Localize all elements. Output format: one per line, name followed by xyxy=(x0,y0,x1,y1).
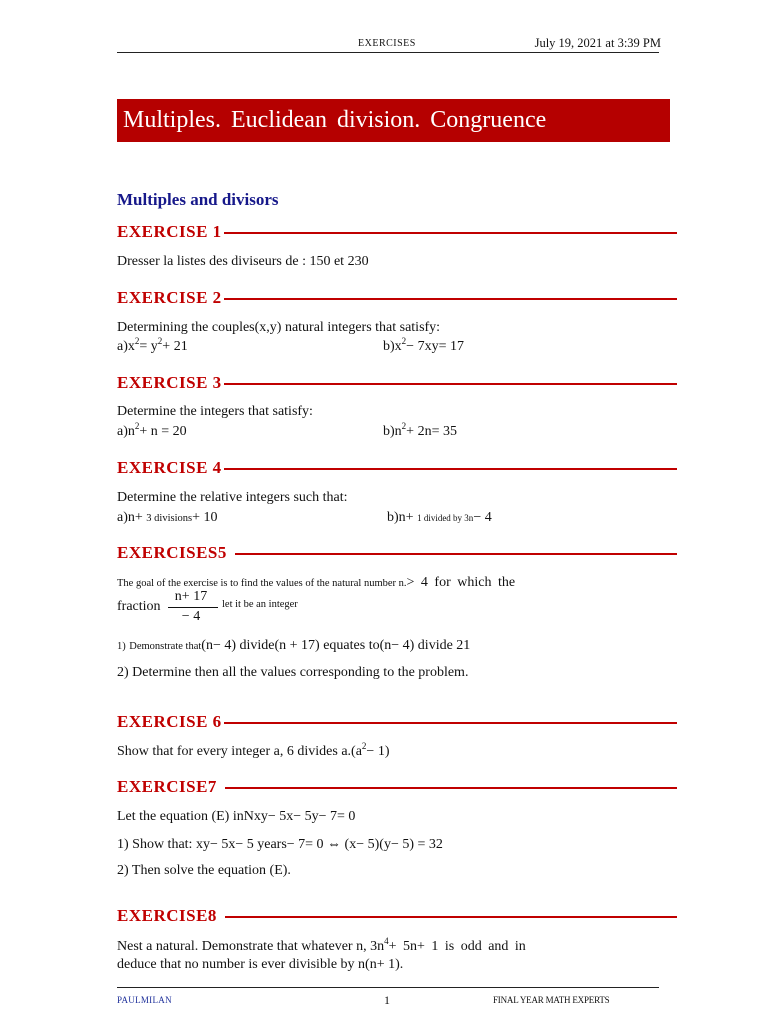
heading-rule xyxy=(224,298,677,300)
exercise-3-part-a: $a)n^2+ n = 20$ xyxy=(117,421,187,439)
exercise-label: EXERCISE 2 xyxy=(117,288,222,307)
heading-rule xyxy=(225,916,677,918)
footer-course: FINAL YEAR MATH EXPERTS xyxy=(493,995,610,1005)
exercise-5-heading xyxy=(117,543,677,563)
exercise-2-heading xyxy=(117,288,677,308)
exercise-label: EXERCISE 3 xyxy=(117,373,222,392)
exercise-2-intro: Determining the couples(x,y) natural integers that satisfy: xyxy=(117,320,441,335)
exercise-3-part-b: $b)n^2+ 2n= 35$ xyxy=(383,421,457,439)
exercise-4-heading xyxy=(117,458,677,478)
exercise-4-part-a: a)n+ 3 divisions+ 10 xyxy=(117,510,218,525)
exercise-3-intro: Determine the integers that satisfy: xyxy=(117,404,313,419)
exercise-label: EXERCISE7 xyxy=(117,777,217,796)
exercise-label: EXERCISE 4 xyxy=(117,458,222,477)
footer-rule xyxy=(117,987,659,988)
exercise-5-question-1: 1) Demonstrate that(n− 4) divide(n + 17) equates to(n− 4) divide 21 xyxy=(117,638,471,653)
page-number: 1 xyxy=(384,993,390,1007)
heading-rule xyxy=(225,787,677,789)
fraction-denominator: − 4 xyxy=(181,609,201,624)
heading-rule xyxy=(224,722,677,724)
exercise-6-text: Show that for every integer a, 6 divides $a.(a^2- 1)$ xyxy=(117,741,390,759)
fraction-numerator: n+ 17 xyxy=(174,589,208,604)
exercise-7-heading xyxy=(117,777,677,797)
exercise-7-equation: Let the equation (E) inNxy− 5x− 5y− 7= 0 xyxy=(117,809,356,824)
exercise-label: EXERCISE8 xyxy=(117,906,217,925)
exercise-2-part-b: $b)x^2- 7xy= 17$ xyxy=(383,336,464,354)
exercise-label: EXERCISE 1 xyxy=(117,222,222,241)
header-rule xyxy=(117,52,659,53)
footer-author: PAULMILAN xyxy=(117,995,172,1005)
exercise-8-line-1: Nest a natural. Demonstrate that whatever n, $3n^4+ 5n+ 1$ is odd and in xyxy=(117,936,526,954)
exercise-1-heading xyxy=(117,222,677,242)
exercise-8-heading xyxy=(117,906,677,926)
heading-rule xyxy=(235,553,677,555)
exercise-4-part-b: b)n+ 1 divided by 3n− 4 xyxy=(387,510,492,525)
heading-rule xyxy=(224,383,677,385)
exercise-2-part-a: $a)x^2= y^2+ 21$ xyxy=(117,336,188,354)
running-header: EXERCISES xyxy=(358,38,416,49)
heading-rule xyxy=(224,232,677,234)
exercise-5-question-2: 2) Determine then all the values corresponding to the problem. xyxy=(117,665,469,680)
exercise-1-text: Dresser la listes des diviseurs de : 150 et 230 xyxy=(117,254,369,269)
heading-rule xyxy=(224,468,677,470)
header-date: July 19, 2021 at 3:39 PM xyxy=(534,36,661,50)
exercise-8-line-2: deduce that no number is ever divisible by n(n+ 1). xyxy=(117,957,404,972)
exercise-7-question-2: 2) Then solve the equation (E). xyxy=(117,863,291,878)
exercise-3-heading xyxy=(117,373,677,393)
fraction-word: fraction xyxy=(117,599,161,614)
exercise-6-heading xyxy=(117,712,677,732)
exercise-label: EXERCISES5 xyxy=(117,543,227,562)
section-heading: Multiples and divisors xyxy=(117,190,279,209)
exercise-7-question-1: 1) Show that: xy− 5x− 5 years− 7= 0 ⇔ (x− 5)(y− 5) = 32 xyxy=(117,837,443,852)
fraction-note: let it be an integer xyxy=(222,599,298,610)
exercise-label: EXERCISE 6 xyxy=(117,712,222,731)
exercise-4-intro: Determine the relative integers such that: xyxy=(117,490,348,505)
fraction-bar xyxy=(168,607,218,608)
exercise-5-goal: The goal of the exercise is to find the values of the natural number n.> 4 for which the xyxy=(117,575,516,590)
page-title: Multiples. Euclidean division. Congruence xyxy=(117,99,670,142)
